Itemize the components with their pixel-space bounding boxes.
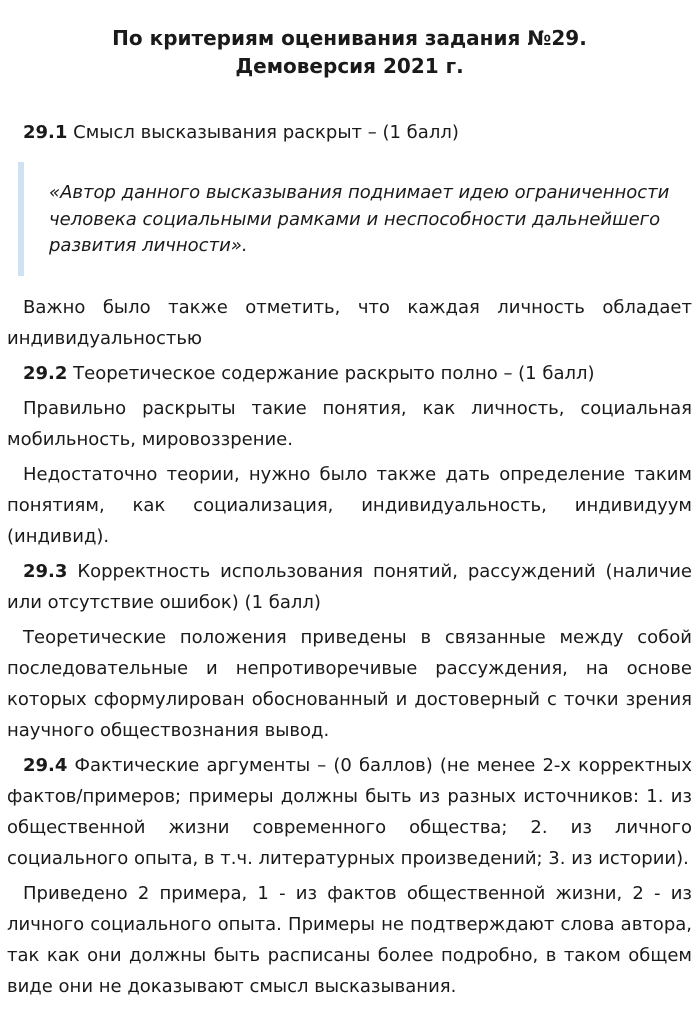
criterion-number: 29.2 xyxy=(23,362,68,384)
criterion-number: 29.1 xyxy=(23,122,68,143)
criterion-text: Фактические аргументы – (0 баллов) (не менее 2-х корректных фактов/примеров; примеры должны быть из разных источников: 1. из общественной жизни современного общества; 2. из личного социального опыта, в т.ч. литературных произведений; 3. из истории). xyxy=(7,754,692,869)
criterion-text: Корректность использования понятий, рассуждений (наличие или отсутствие ошибок) (1 балл) xyxy=(7,560,692,613)
paragraph-theory: Недостаточно теории, нужно было также дать определение таким понятиям, как социализация, индивидуальность, индивидуум (индивид). xyxy=(7,463,692,547)
title-line-2: Демоверсия 2021 г. xyxy=(235,54,464,78)
criterion-number: 29.4 xyxy=(23,754,68,776)
paragraph-examples: Приведено 2 примера, 1 - из фактов общественной жизни, 2 - из личного социального опыта. Примеры не подтверждают слова автора, так как они должны быть расписаны более подробно, в таком общем виде они не доказывают смысл высказывания. xyxy=(7,882,692,997)
quote-block: «Автор данного высказывания поднимает идею ограниченности человека социальными рамками и неспособности дальнейшего развития личности». xyxy=(18,162,692,276)
criterion-text: Теоретическое содержание раскрыто полно – (1 балл) xyxy=(73,362,595,384)
criterion-text: Смысл высказывания раскрыт – (1 балл) xyxy=(73,122,459,143)
paragraph-individuality: Важно было также отметить, что каждая личность обладает индивидуальностью xyxy=(7,296,692,349)
criterion-number: 29.3 xyxy=(23,560,68,582)
paragraph-concepts: Правильно раскрыты такие понятия, как личность, социальная мобильность, мировоззрение. xyxy=(7,397,692,450)
paragraph-reasoning: Теоретические положения приведены в связанные между собой последовательные и непротиворечивые рассуждения, на основе которых сформулирован обоснованный и достоверный с точки зрения научного обществознания вывод. xyxy=(7,626,692,741)
criterion-29-3 xyxy=(7,556,692,618)
document-title xyxy=(7,0,692,80)
criterion-29-1 xyxy=(7,117,692,148)
criterion-29-4 xyxy=(7,750,692,874)
criterion-29-2 xyxy=(7,358,692,389)
title-line-1: По критериям оценивания задания №29. xyxy=(112,26,587,50)
